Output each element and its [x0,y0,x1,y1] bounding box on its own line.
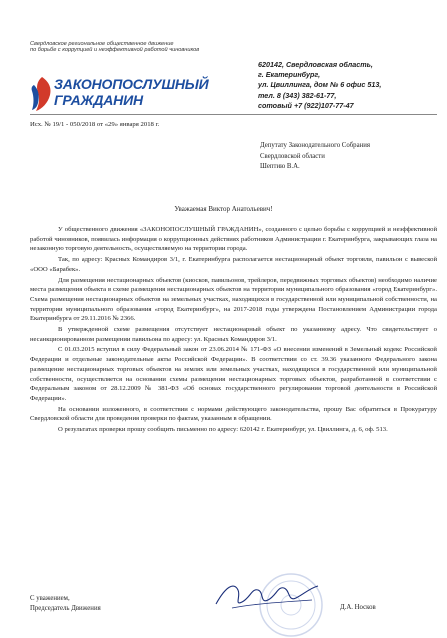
signer-name: Д.А. Носков [340,604,376,611]
org-line: Свердловское региональное общественное движение [30,41,174,47]
logo-line: ГРАЖДАНИН [54,91,143,108]
body-paragraph: В утвержденной схеме размещения отсутствует нестационарный объект по указанному адресу. Что свидетельствует о несанкционированном размещении павильона по адресу: ул. Красных Командиров 3/1. [30,326,437,343]
addressee-line: Шептию В.А. [260,163,300,171]
body-paragraph: Так, по адресу: Красных Командиров 3/1, г. Екатеринбурга располагается нестационарный объект торговли, павильон с вывеской «ООО «Барабек». [30,256,437,273]
addressee-line: Свердловской области [260,152,325,160]
logo-emblem-icon [28,75,56,113]
handwritten-signature [212,578,322,612]
letterhead-divider [30,114,437,115]
body-paragraph: На основании изложенного, в соответствии с нормами действующего законодательства, прошу Вас обратиться в Прокуратуру Свердловской области для проведения проверки по фактам, указанным в обращении. [30,405,437,423]
body-paragraph: У общественного движения «ЗАКОНОПОСЛУШНЫЙ ГРАЖДАНИН», созданного с целью борьбы с коррупцией и неэффективной работой чиновников, появилась информация о коррупционных действиях работников Администрации г. Екатеринбурга, закрывающих глаза на незаконную торговую деятельность, осуществляемую на территории города. [30,226,437,253]
body-paragraph: О результатах проверки прошу сообщить письменно по адресу: 620142 г. Екатеринбург, ул. Цвиллинга, д. 6, оф. 513. [58,426,388,434]
address-line: г. Екатеринбург, [258,70,321,80]
body-paragraph: Для размещения нестационарных объектов (киосков, павильонов, трейлеров, передвижных торговых объектов) необходимо наличие места размещения объекта в схеме размещения нестационарных объектов на территории муниципального образования «город Екатеринбург». Схема размещения нестационарных объектов на земельных участках, находящихся в государственной или муниципальной собственности, на территории муниципального образования «город Екатеринбург», на 2017-2018 годы утверждена Постановлением Администрации города Екатеринбурга от 29.11.2016 № 2366. [30,276,437,323]
address-line: тел. 8 (343) 382-61-77, [258,90,337,100]
body-paragraph: С 01.03.2015 вступил в силу Федеральный закон от 23.06.2014 № 171-ФЗ «О внесении изменений в Земельный кодекс Российской Федерации и отдельные законодательные акты Российской Федерации». В соответствии со ст. 39.36 указанного Федерального закона размещение нестационарных торговых объектов на землях или земельных участках, находящихся в государственной или муниципальной собственности, осуществляется на основании схемы размещения нестационарных торговых объектов, разработанной в соответствии с Федеральным законом от 28.12.2009 № 381-ФЗ «Об основах государственного регулирования торговой деятельности в Российской Федерации». [30,346,437,402]
letterhead-organization [30,41,200,54]
outgoing-reference: Исх. № 19/1 - 050/2018 от «29» января 2018 г. [30,121,160,128]
letterhead-address [258,60,443,111]
logo-line: ЗАКОНОПОСЛУШНЫЙ [54,76,209,92]
address-line: 620142, Свердловская область, [258,60,373,69]
logo-wordmark [54,77,208,108]
address-line: сотовый +7 (922)107-77-47 [258,100,354,110]
closing-line: С уважением, [30,595,70,602]
org-line: по борьбе с коррупцией и неэффективной работой чиновников [30,47,200,54]
organization-logo [18,75,218,115]
addressee-block [260,141,370,173]
salutation: Уважаемая Виктор Анатольевич! [174,205,273,213]
address-line: ул. Цвиллинга, дом № 6 офис 513, [258,80,382,90]
addressee-line: Депутату Законодательного Собрания [260,142,370,149]
letter-body [30,225,437,435]
signer-title: Председатель Движения [30,604,101,612]
closing-block [30,594,101,614]
